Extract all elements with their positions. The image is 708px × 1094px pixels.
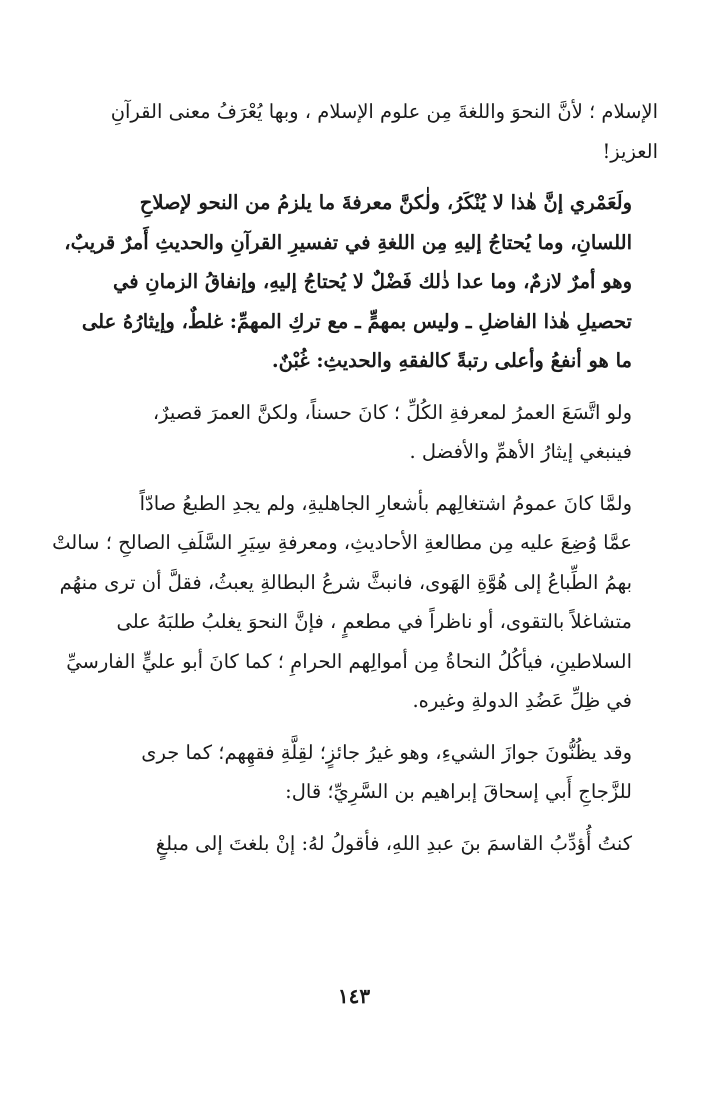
paragraph-5	[52, 733, 658, 812]
paragraph-6	[52, 824, 658, 864]
text-line: ما هو أنفعُ وأعلى رتبةً كالفقهِ والحديثِ: غُبْنٌ.	[271, 349, 632, 372]
text-line: الإسلام ؛ لأنَّ النحوَ واللغةَ مِن علوم الإسلام ، وبها يُعْرَفُ معنى القرآنِ	[110, 100, 658, 123]
text-line: ولو اتَّسَعَ العمرُ لمعرفةِ الكُلِّ ؛ كانَ حسناً، ولكنَّ العمرَ قصيرٌ،	[152, 400, 632, 424]
paragraph-3	[52, 393, 658, 472]
text-line: ولمَّا كانَ عمومُ اشتغالِهم بأشعارِ الجاهليةِ، ولم يجدِ الطبعُ صادّاً	[139, 491, 632, 515]
page-number: ١٤٣	[337, 984, 371, 1008]
text-line: العزيز!	[602, 139, 658, 163]
text-line: فينبغي إيثارُ الأهمِّ والأفضل .	[409, 440, 632, 463]
text-line: تحصيلِ هٰذا الفاضلِ ـ وليس بمهمٍّ ـ مع تركِ المهمِّ: غلطٌ، وإيثارُهُ على	[81, 309, 632, 333]
text-line: السلاطينِ، فيأكُلُ النحاةُ مِن أموالِهم الحرامِ ؛ كما كانَ أبو عليٍّ الفارسيِّ	[66, 649, 632, 673]
paragraph-2	[52, 183, 658, 381]
text-line: وهو أمرٌ لازمٌ، وما عدا ذٰلك فَضْلٌ لا يُحتاجُ إليهِ، وإنفاقُ الزمانِ في	[112, 270, 632, 293]
text-line: اللسانِ، وما يُحتاجُ إليهِ مِن اللغةِ في تفسيرِ القرآنِ والحديثِ أَمرٌ قريبٌ،	[64, 230, 632, 254]
text-line: عمَّا وُضِعَ عليه مِن مطالعةِ الأحاديثِ، ومعرفةِ سِيَرِ السَّلَفِ الصالحِ ؛ سالتْ	[52, 531, 632, 554]
text-line: للزَّجاجِ أَبي إسحاقَ إبراهيم بن السَّرِيِّ؛ قال:	[285, 780, 632, 803]
text-line: ولَعَمْري إنَّ هٰذا لا يُنْكَرُ، ولٰكنَّ معرفةَ ما يلزمُ من النحو لإصلاحِ	[139, 191, 632, 214]
paragraph-1	[52, 92, 658, 171]
text-line: وقد يظُنُّونَ جوازَ الشيءِ، وهو غيرُ جائزٍ؛ لقِلَّةِ فقهِهم؛ كما جرى	[141, 740, 632, 764]
text-line: في ظِلِّ عَضُدِ الدولةِ وغيره.	[412, 689, 632, 712]
text-line: بهمُ الطِّباعُ إلى هُوَّةِ الهَوى، فانبثَّ شرعُ البطالةِ يعبثُ، فقلَّ أن ترى منهُم	[59, 570, 632, 594]
text-line: كنتُ أُؤدِّبُ القاسمَ بنَ عبدِ اللهِ، فأقولُ لهُ: إنْ بلغتَ إلى مبلغٍ	[155, 831, 632, 855]
text-line: متشاغلاً بالتقوى، أو ناظراً في مطعمٍ ، فإنَّ النحوَ يغلبُ طلبَهُ على	[116, 610, 632, 633]
paragraph-4	[52, 484, 658, 721]
page-body	[52, 92, 658, 875]
